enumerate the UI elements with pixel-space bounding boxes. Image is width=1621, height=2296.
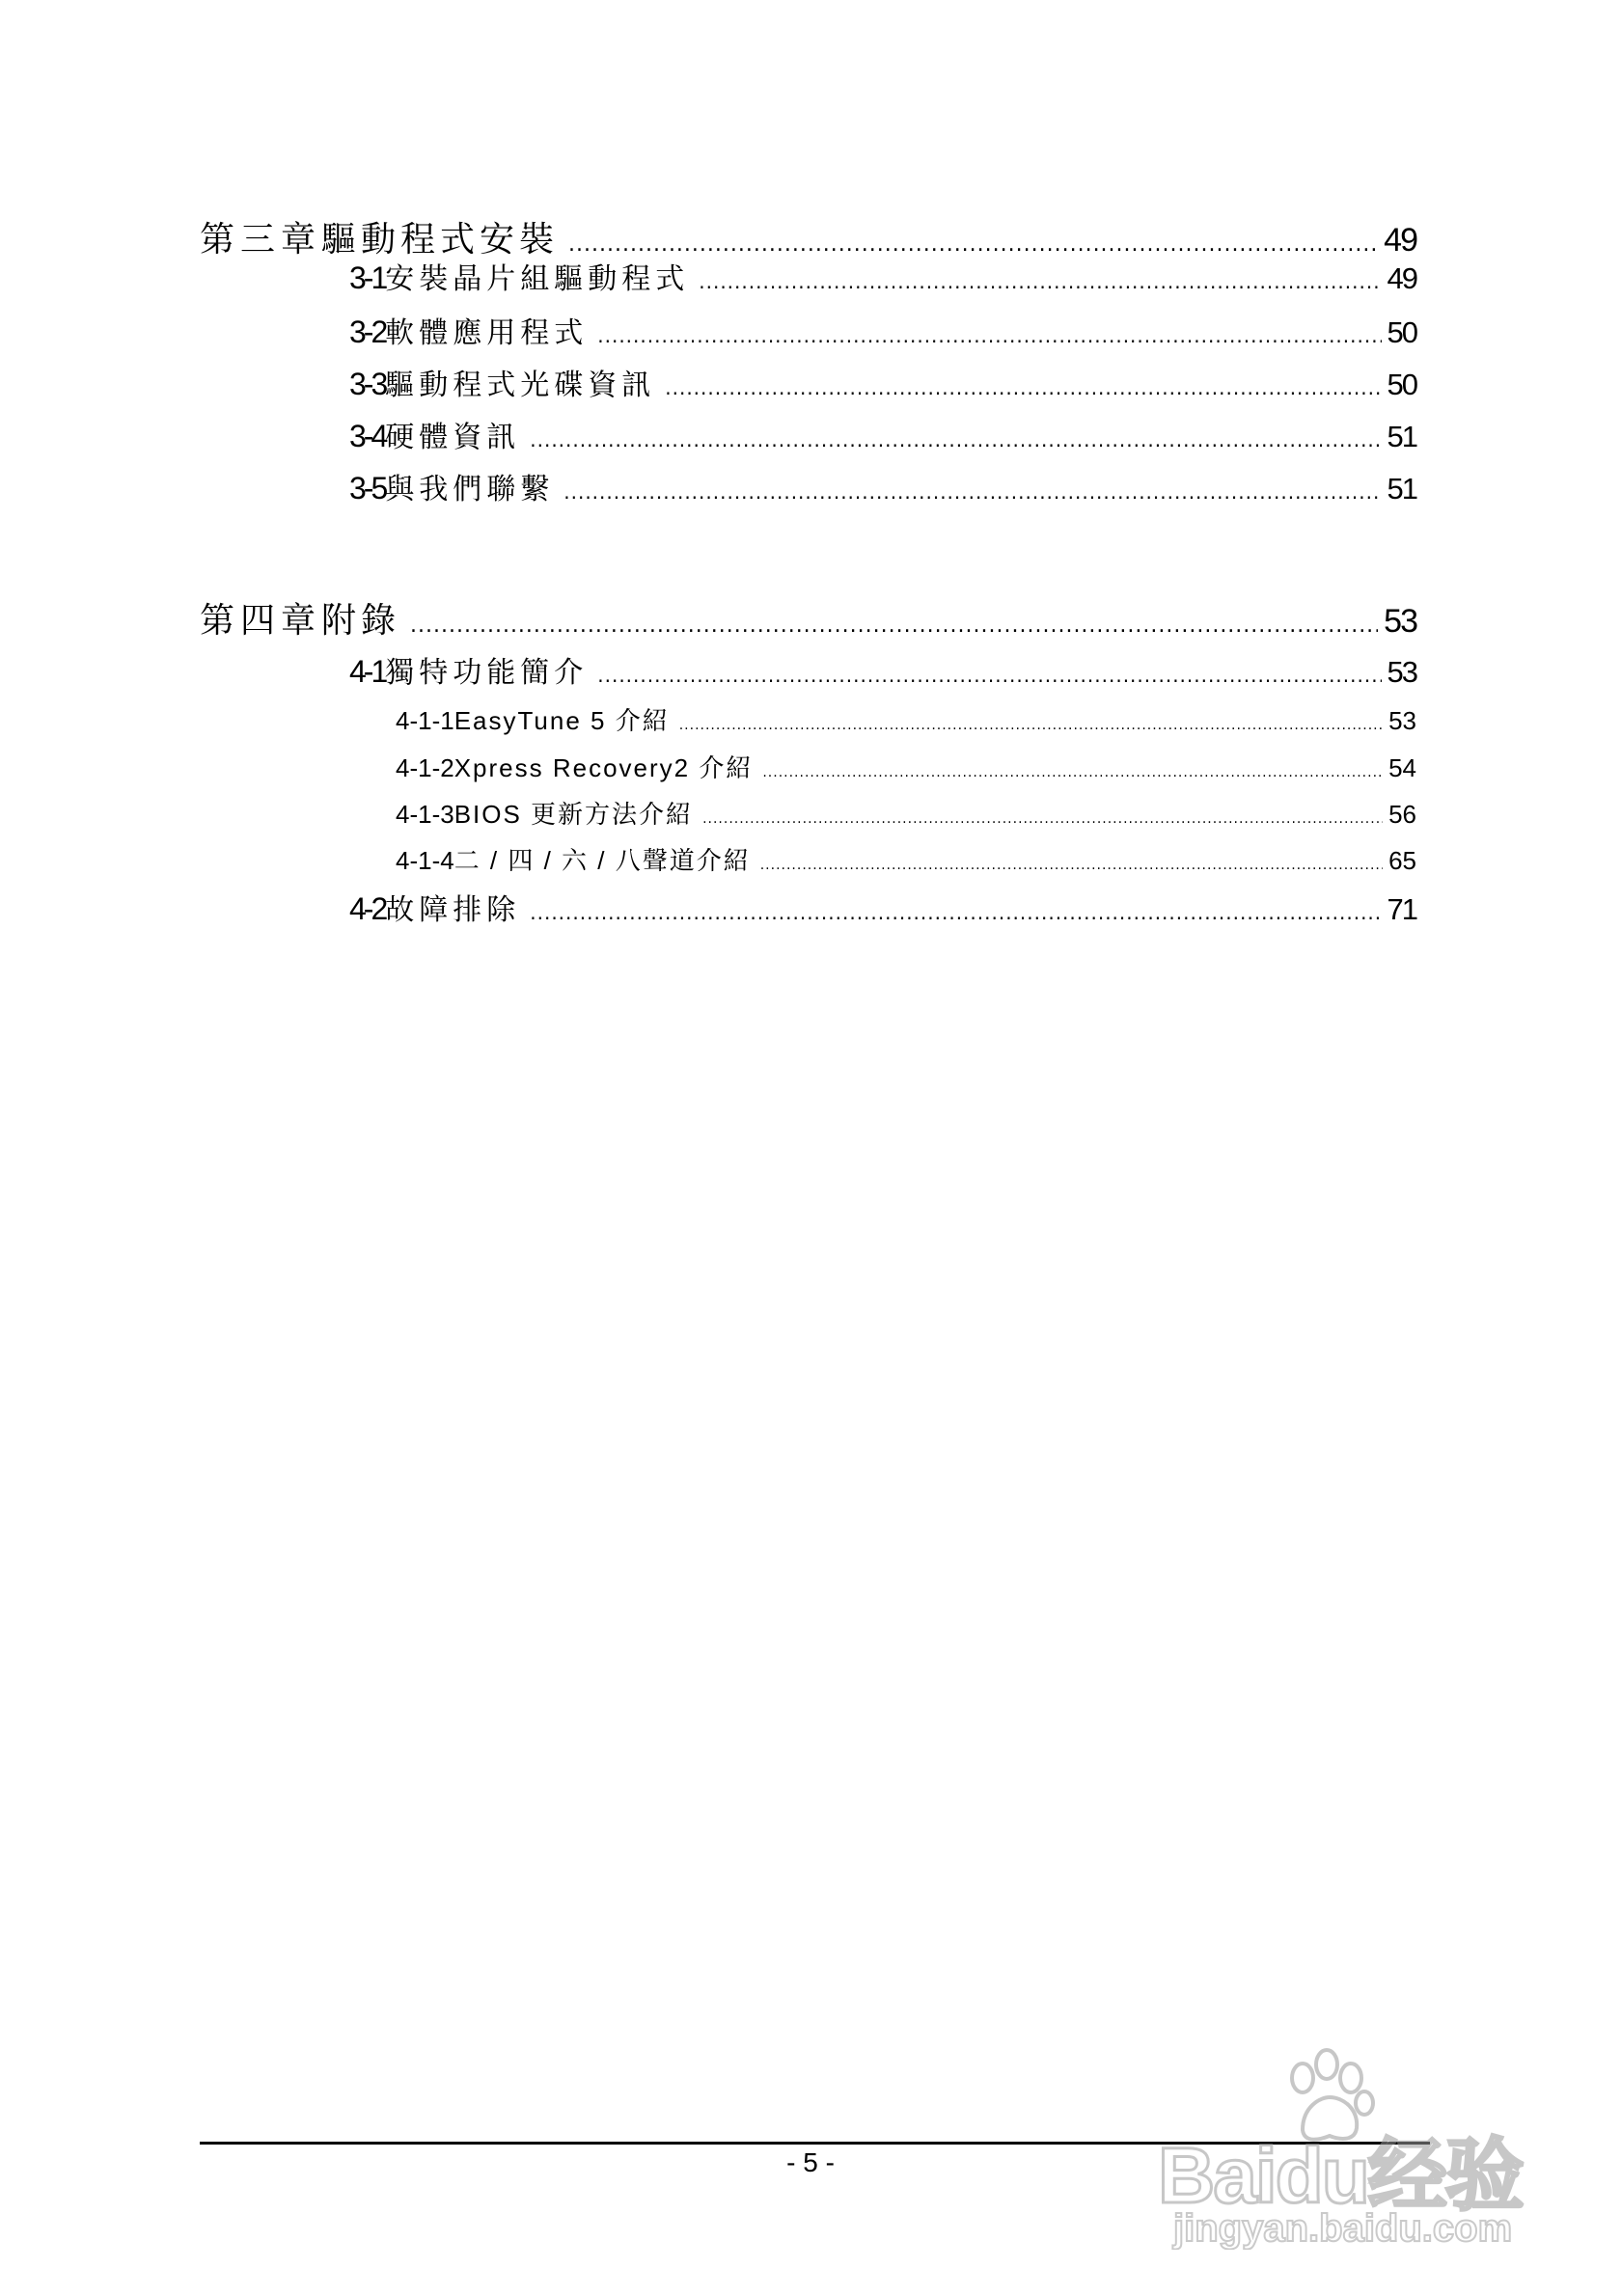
watermark-url: jingyan.baidu.com — [1173, 2207, 1513, 2250]
toc-section-3-4 — [349, 413, 1416, 455]
toc-section-3-2 — [349, 309, 1416, 351]
dot-leader — [702, 811, 1383, 827]
page-ref: 53 — [1384, 603, 1416, 640]
section-title: 與我們聯繫 — [385, 473, 555, 506]
subsection-number: 4-1-2 — [396, 753, 454, 782]
chapter-label: 第四章 — [200, 601, 322, 641]
section-title: 故障排除 — [385, 893, 521, 927]
page-ref: 56 — [1388, 800, 1416, 829]
toc-chapter-4 — [200, 593, 1416, 642]
subsection-number: 4-1-4 — [396, 846, 454, 875]
toc-subsection-4-1-2 — [396, 749, 1416, 784]
subsection-title: EasyTune 5 介紹 — [453, 706, 670, 735]
dot-leader — [530, 428, 1381, 451]
chapter-label: 第三章 — [200, 220, 322, 260]
section-number: 3-2 — [349, 314, 386, 349]
subsection-title: 二 / 四 / 六 / 八聲道介紹 — [453, 846, 751, 875]
toc-section-3-1 — [349, 255, 1416, 297]
subsection-number: 4-1-1 — [396, 706, 454, 735]
toc-section-3-3 — [349, 361, 1416, 403]
section-title: 軟體應用程式 — [385, 316, 589, 350]
toc-section-4-1 — [349, 648, 1416, 691]
page-ref: 50 — [1387, 315, 1416, 349]
section-title: 獨特功能簡介 — [385, 656, 589, 690]
section-number: 3-5 — [349, 471, 386, 506]
subsection-title: BIOS 更新方法介紹 — [453, 800, 694, 829]
subsection-title: Xpress Recovery2 介紹 — [453, 753, 754, 782]
page-ref: 71 — [1387, 892, 1416, 926]
dot-leader — [410, 614, 1378, 638]
dot-leader — [568, 232, 1378, 257]
page-ref: 54 — [1388, 753, 1416, 782]
section-number: 3-1 — [349, 260, 386, 295]
page-ref: 53 — [1387, 655, 1416, 689]
page-ref: 50 — [1387, 368, 1416, 401]
dot-leader — [762, 765, 1383, 780]
dot-leader — [597, 664, 1381, 687]
page-ref: 51 — [1387, 472, 1416, 506]
dot-leader — [563, 480, 1381, 504]
chapter-title: 附錄 — [321, 601, 401, 641]
dot-leader — [530, 901, 1381, 924]
section-number: 4-1 — [349, 654, 386, 689]
page-ref: 53 — [1388, 706, 1416, 735]
section-number: 3-3 — [349, 367, 386, 401]
page-number: - 5 - — [786, 2147, 835, 2177]
subsection-number: 4-1-3 — [396, 800, 454, 829]
toc-section-4-2 — [349, 886, 1416, 928]
dot-leader — [679, 718, 1383, 733]
section-number: 3-4 — [349, 419, 386, 453]
watermark — [1148, 2045, 1553, 2267]
section-title: 安裝晶片組驅動程式 — [385, 262, 690, 296]
page-ref: 49 — [1387, 261, 1416, 295]
section-number: 4-2 — [349, 891, 386, 926]
toc-subsection-4-1-3 — [396, 795, 1416, 831]
dot-leader — [760, 858, 1383, 873]
section-title: 硬體資訊 — [385, 421, 521, 454]
toc-section-3-5 — [349, 465, 1416, 507]
page-ref: 65 — [1388, 846, 1416, 875]
page-ref: 49 — [1384, 222, 1416, 259]
toc-subsection-4-1-1 — [396, 701, 1416, 737]
toc-subsection-4-1-4 — [396, 841, 1416, 877]
section-title: 驅動程式光碟資訊 — [385, 369, 656, 402]
dot-leader — [597, 324, 1381, 347]
chapter-title: 驅動程式安裝 — [321, 220, 560, 260]
dot-leader — [665, 376, 1381, 399]
dot-leader — [699, 270, 1381, 293]
watermark-logo-text: Baidu经验 — [1158, 2132, 1523, 2220]
page-ref: 51 — [1387, 420, 1416, 453]
